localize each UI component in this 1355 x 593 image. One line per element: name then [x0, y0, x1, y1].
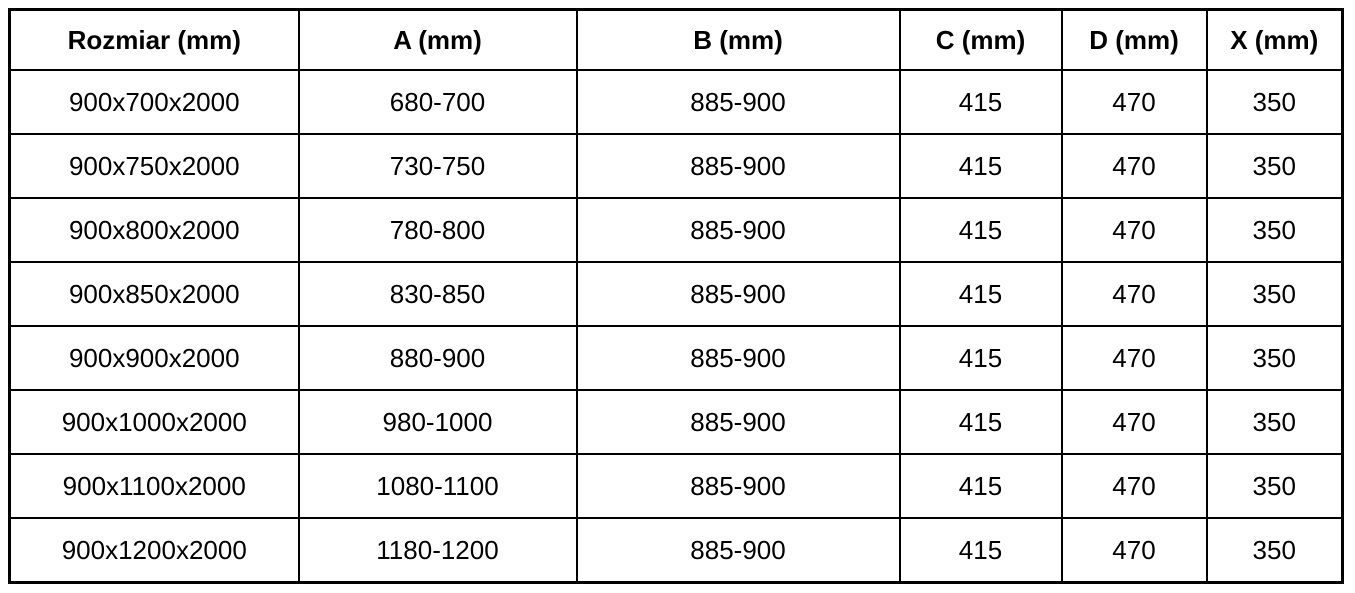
- table-cell: 830-850: [299, 262, 577, 326]
- table-row: [10, 198, 1343, 262]
- table-cell: 1080-1100: [299, 454, 577, 518]
- column-header-x: X (mm): [1207, 10, 1343, 71]
- table-cell: 415: [900, 390, 1062, 454]
- table-cell: 885-900: [577, 518, 900, 583]
- table-cell: 880-900: [299, 326, 577, 390]
- column-header-b: B (mm): [577, 10, 900, 71]
- table-cell: 470: [1062, 262, 1207, 326]
- table-cell: 350: [1207, 70, 1343, 134]
- table-cell: 350: [1207, 390, 1343, 454]
- table-row: [10, 262, 1343, 326]
- column-header-rozmiar: Rozmiar (mm): [10, 10, 299, 71]
- table-cell: 885-900: [577, 326, 900, 390]
- table-cell: 350: [1207, 454, 1343, 518]
- table-cell: 350: [1207, 262, 1343, 326]
- table-cell: 415: [900, 70, 1062, 134]
- table-body: [10, 70, 1343, 583]
- table-cell: 470: [1062, 326, 1207, 390]
- table-cell: 1180-1200: [299, 518, 577, 583]
- table-cell: 885-900: [577, 198, 900, 262]
- table-row: [10, 326, 1343, 390]
- table-cell: 415: [900, 518, 1062, 583]
- table-cell: 415: [900, 326, 1062, 390]
- table-cell: 350: [1207, 134, 1343, 198]
- table-row: [10, 390, 1343, 454]
- table-cell: 470: [1062, 70, 1207, 134]
- table-cell: 900x750x2000: [10, 134, 299, 198]
- table-cell: 885-900: [577, 390, 900, 454]
- table-row: [10, 518, 1343, 583]
- column-header-c: C (mm): [900, 10, 1062, 71]
- table-cell: 415: [900, 134, 1062, 198]
- table-cell: 350: [1207, 326, 1343, 390]
- table-cell: 470: [1062, 198, 1207, 262]
- table-cell: 470: [1062, 390, 1207, 454]
- column-header-d: D (mm): [1062, 10, 1207, 71]
- table-cell: 900x700x2000: [10, 70, 299, 134]
- table-cell: 900x1100x2000: [10, 454, 299, 518]
- table-cell: 680-700: [299, 70, 577, 134]
- table-cell: 900x850x2000: [10, 262, 299, 326]
- table-header: [10, 10, 1343, 71]
- table-cell: 730-750: [299, 134, 577, 198]
- table-row: [10, 454, 1343, 518]
- header-row: [10, 10, 1343, 71]
- table-row: [10, 134, 1343, 198]
- column-header-a: A (mm): [299, 10, 577, 71]
- table-cell: 415: [900, 454, 1062, 518]
- table-cell: 350: [1207, 518, 1343, 583]
- table-cell: 470: [1062, 454, 1207, 518]
- table-row: [10, 70, 1343, 134]
- table-cell: 415: [900, 198, 1062, 262]
- table-cell: 470: [1062, 518, 1207, 583]
- table-cell: 900x800x2000: [10, 198, 299, 262]
- table-cell: 885-900: [577, 454, 900, 518]
- table-cell: 885-900: [577, 262, 900, 326]
- size-spec-table: [8, 8, 1344, 584]
- table-cell: 885-900: [577, 134, 900, 198]
- table-cell: 980-1000: [299, 390, 577, 454]
- table-cell: 415: [900, 262, 1062, 326]
- table-cell: 780-800: [299, 198, 577, 262]
- table-cell: 470: [1062, 134, 1207, 198]
- table-cell: 350: [1207, 198, 1343, 262]
- table-cell: 900x900x2000: [10, 326, 299, 390]
- table-cell: 885-900: [577, 70, 900, 134]
- table-cell: 900x1200x2000: [10, 518, 299, 583]
- table-cell: 900x1000x2000: [10, 390, 299, 454]
